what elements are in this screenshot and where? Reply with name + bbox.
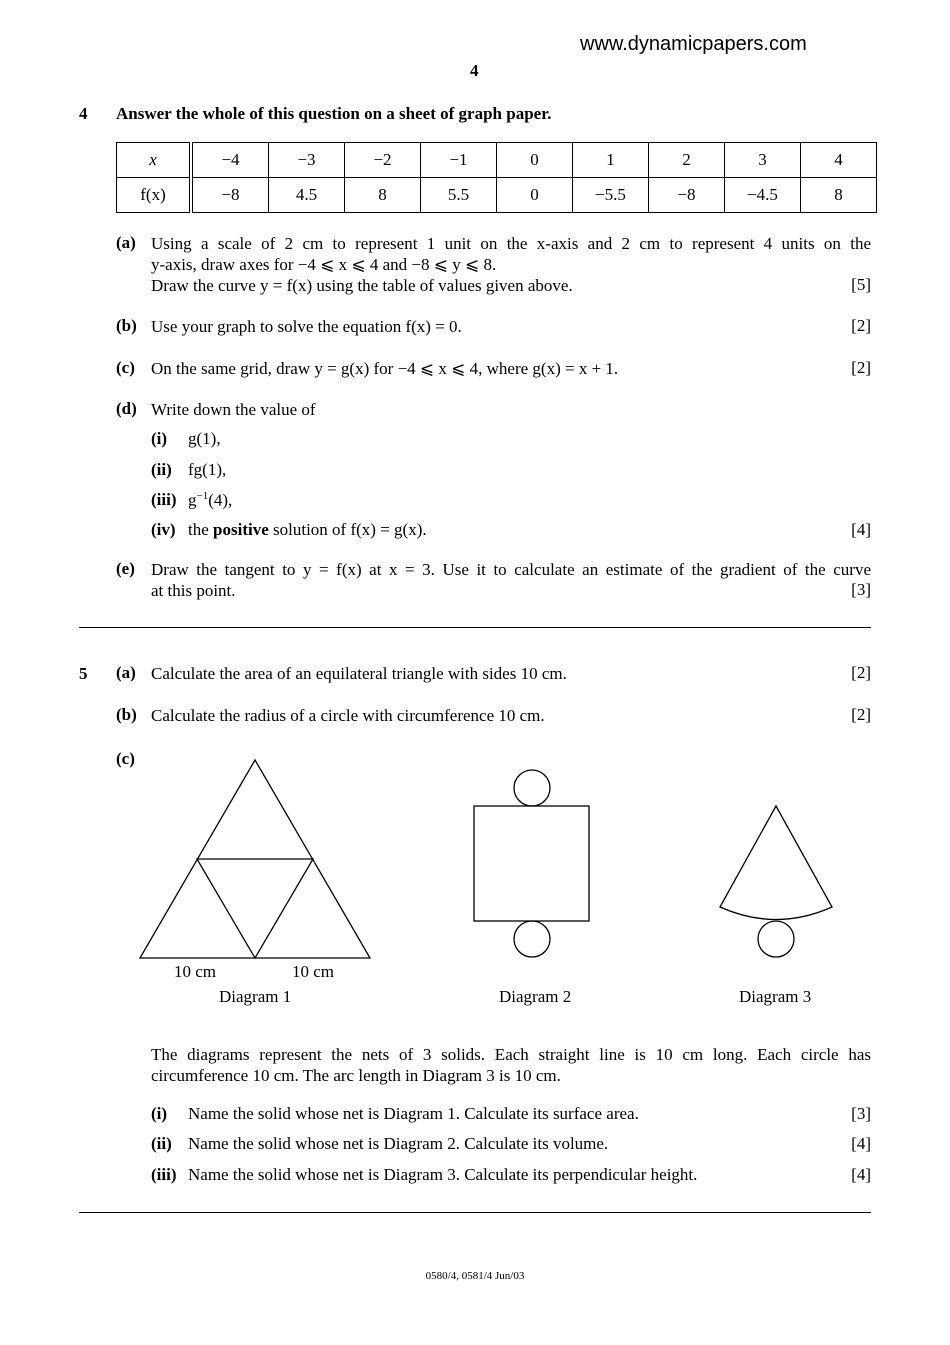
table-cell: −4: [191, 143, 269, 178]
q4c-text: On the same grid, draw y = g(x) for −4 ⩽ x ⩽ 4, where g(x) = x + 1.: [151, 359, 619, 378]
q4d-i-label: (i): [151, 429, 168, 448]
table-cell: 8: [801, 178, 877, 213]
q4a-line2: y-axis, draw axes for −4 ⩽ x ⩽ 4 and −8 ⩽ y ⩽ 8.: [151, 255, 497, 274]
q5c-i-text: Name the solid whose net is Diagram 1. Calculate its surface area.: [188, 1104, 639, 1123]
q5-number: 5: [79, 664, 88, 683]
q4b-marks: [2]: [851, 316, 871, 335]
q4b-label: (b): [116, 316, 137, 335]
diagram1-dim-left: 10 cm: [174, 962, 217, 981]
q4-number: 4: [79, 104, 88, 123]
table-cell: 2: [649, 143, 725, 178]
q4e-marks: [3]: [851, 580, 871, 599]
q5c-i-label: (i): [151, 1104, 168, 1123]
page-number: 4: [470, 61, 479, 80]
q5b-label: (b): [116, 705, 137, 724]
diagram1-dim-right: 10 cm: [292, 962, 335, 981]
table-cell: 0: [497, 178, 573, 213]
q4d-i-text: g(1),: [188, 429, 221, 448]
q5c-para-line2: circumference 10 cm. The arc length in Diagram 3 is 10 cm.: [151, 1066, 561, 1085]
q5c-iii-label: (iii): [151, 1165, 177, 1184]
q4d-iv-post: solution of f(x) = g(x).: [273, 520, 427, 539]
table-cell: −5.5: [573, 178, 649, 213]
q4d-iv-bold: positive: [213, 520, 269, 539]
table-row: [117, 143, 877, 178]
q4d-iv-label: (iv): [151, 520, 176, 539]
table-cell: −8: [191, 178, 269, 213]
q4d-iv-text: [188, 520, 427, 540]
table-cell: −4.5: [725, 178, 801, 213]
q4a-line3: Draw the curve y = f(x) using the table of values given above.: [151, 276, 573, 295]
nets-diagrams: [0, 750, 950, 1010]
diagram2-label: Diagram 2: [499, 987, 572, 1006]
q4a-line1: Using a scale of 2 cm to represent 1 unit on the x-axis and 2 cm to represent 4 units on the: [151, 234, 871, 253]
q5c-iii-text: Name the solid whose net is Diagram 3. Calculate its perpendicular height.: [188, 1165, 698, 1184]
diagram2-bottom-circle: [514, 921, 550, 957]
q4d-label: (d): [116, 399, 137, 418]
q4b-text: Use your graph to solve the equation f(x) = 0.: [151, 317, 462, 336]
table-row: [117, 178, 877, 213]
q4-instruction: Answer the whole of this question on a sheet of graph paper.: [116, 104, 552, 123]
table-cell: −3: [269, 143, 345, 178]
diagram3-sector: [720, 806, 832, 920]
q4d-marks: [4]: [851, 520, 871, 539]
q4d-text: Write down the value of: [151, 400, 316, 419]
q5b-text: Calculate the radius of a circle with circumference 10 cm.: [151, 706, 545, 725]
diagram1-label: Diagram 1: [219, 987, 292, 1006]
q4c-label: (c): [116, 358, 135, 377]
q4d-iii-arg: (4),: [208, 490, 233, 510]
q5a-text: Calculate the area of an equilateral triangle with sides 10 cm.: [151, 664, 567, 683]
q5c-label: (c): [116, 749, 135, 768]
q4e-text: [151, 559, 871, 601]
q5c-ii-marks: [4]: [851, 1134, 871, 1153]
q4c-marks: [2]: [851, 358, 871, 377]
table-cell: −2: [345, 143, 421, 178]
diagram2-top-circle: [514, 770, 550, 806]
q4e-line1: Draw the tangent to y = f(x) at x = 3. Use it to calculate an estimate of the gradient of the curve: [151, 560, 871, 579]
q5c-para-line1: The diagrams represent the nets of 3 solids. Each straight line is 10 cm long. Each circle has: [151, 1045, 871, 1064]
q4a-label: (a): [116, 233, 136, 252]
q5c-paragraph: [151, 1044, 871, 1086]
table-cell: 4.5: [269, 178, 345, 213]
diagram3-circle: [758, 921, 794, 957]
table-cell: 1: [573, 143, 649, 178]
diagram1-inner-triangle: [197, 859, 313, 958]
q4e-label: (e): [116, 559, 135, 578]
diagram3-label: Diagram 3: [739, 987, 812, 1006]
table-cell: 8: [345, 178, 421, 213]
table-cell: 3: [725, 143, 801, 178]
q4d-iii-sup: −1: [196, 490, 209, 502]
table-cell: −1: [421, 143, 497, 178]
q4a-text: [151, 233, 871, 296]
q4d-ii-label: (ii): [151, 460, 172, 479]
divider: [79, 1212, 871, 1213]
table-cell: −8: [649, 178, 725, 213]
q5c-ii-text: Name the solid whose net is Diagram 2. Calculate its volume.: [188, 1134, 609, 1153]
q5a-marks: [2]: [851, 663, 871, 682]
q5a-label: (a): [116, 663, 136, 682]
table-header-fx: f(x): [117, 178, 192, 213]
q5c-iii-marks: [4]: [851, 1165, 871, 1184]
q4d-iv-pre: the: [188, 520, 209, 539]
q5c-i-marks: [3]: [851, 1104, 871, 1123]
values-table: [116, 142, 877, 213]
footer-code: 0580/4, 0581/4 Jun/03: [425, 1270, 525, 1282]
table-header-x: x: [117, 143, 192, 178]
website-url: www.dynamicpapers.com: [580, 33, 807, 55]
q5c-ii-label: (ii): [151, 1134, 172, 1153]
table-cell: 0: [497, 143, 573, 178]
divider: [79, 627, 871, 628]
q4d-ii-text: fg(1),: [188, 460, 227, 479]
q5b-marks: [2]: [851, 705, 871, 724]
q4d-iii-func: g: [188, 490, 197, 510]
q4a-marks: [5]: [851, 275, 871, 294]
diagram2-square: [474, 806, 589, 921]
table-cell: 4: [801, 143, 877, 178]
q4e-line2: at this point.: [151, 581, 236, 600]
q4d-iii-text: [188, 490, 232, 511]
table-cell: 5.5: [421, 178, 497, 213]
q4d-iii-label: (iii): [151, 490, 177, 509]
